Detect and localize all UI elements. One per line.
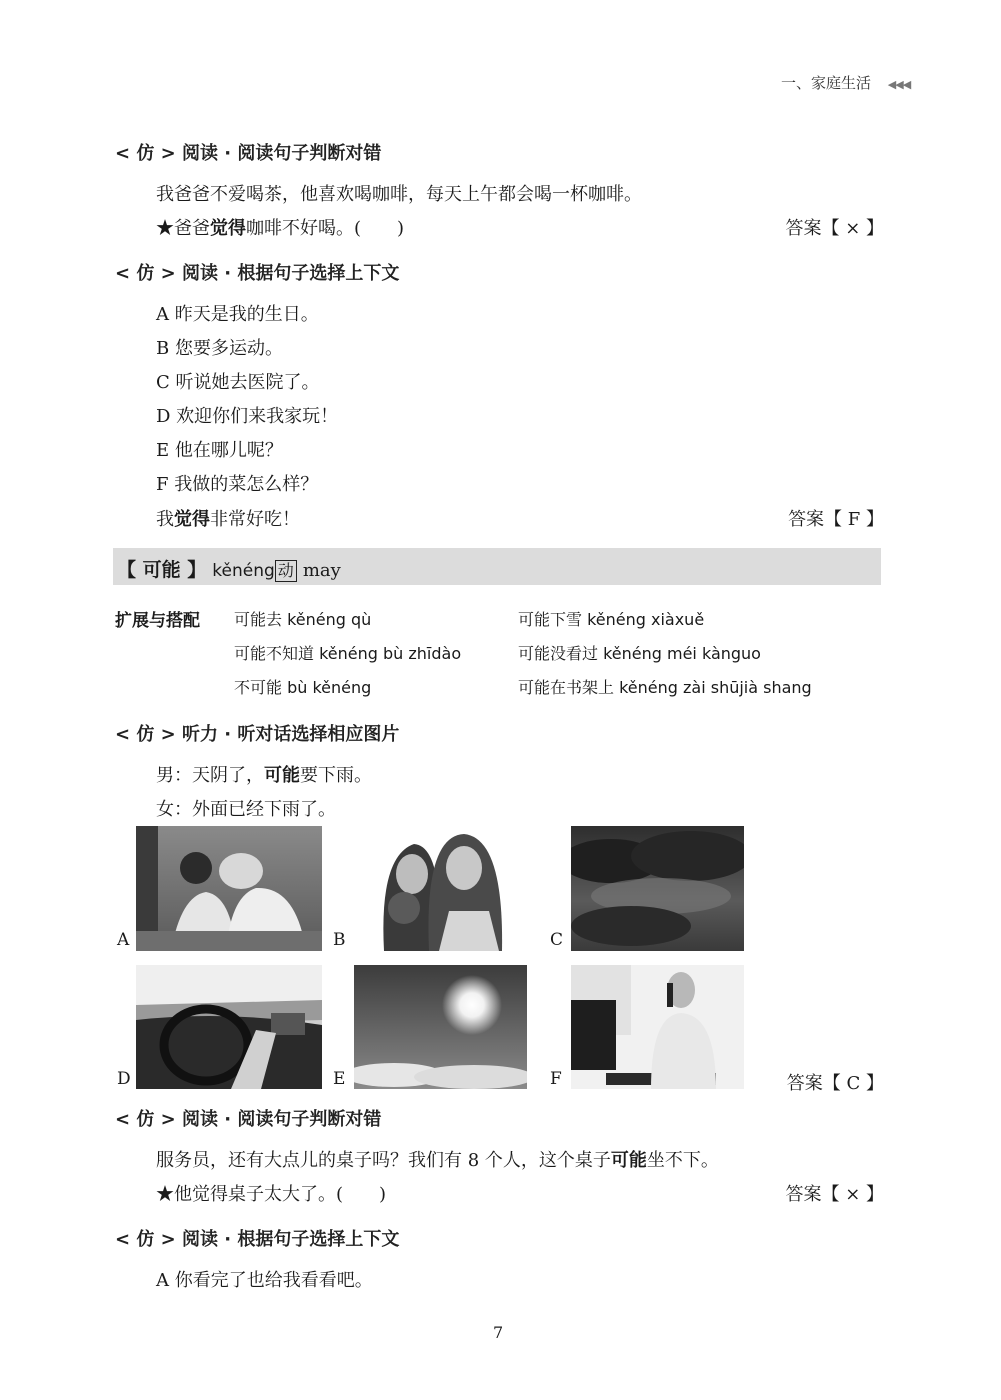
section-header-q2: < 仿 > 阅读 · 根据句子选择上下文 [115, 263, 400, 284]
q1-answer: 答案【 × 】 [785, 218, 884, 239]
q2-option: D 欢迎你们来我家玩！ [156, 406, 339, 427]
vocab-pinyin: kěnéng [212, 561, 275, 581]
q2-sentence-bold: 觉得 [174, 509, 210, 530]
vocab-pos-box: 动 [275, 560, 297, 582]
q2-answer: 答案【 F 】 [788, 509, 884, 530]
extension-item: 可能不知道 kěnéng bù zhīdào [234, 644, 462, 663]
q2-sentence-pre: 我 [156, 509, 174, 530]
vocab-word: 【 可能 】 [117, 559, 207, 581]
q3-line1-bold: 可能 [264, 765, 300, 786]
q2-sentence [156, 505, 300, 531]
q3-line1-post: 要下雨。 [300, 765, 372, 786]
q4-passage-post: 坐不下。 [646, 1150, 719, 1171]
picture-label: C [550, 930, 564, 950]
section-header-q1: < 仿 > 阅读 · 阅读句子判断对错 [115, 143, 382, 164]
q3-dialog-line-2: 女：外面已经下雨了。 [156, 799, 336, 820]
picture-label: E [333, 1069, 346, 1089]
photo-two-women-mirror [354, 826, 527, 951]
photo-woman-on-phone [571, 965, 744, 1089]
q3-answer: 答案【 C 】 [786, 1073, 884, 1094]
page-number: 7 [493, 1323, 504, 1342]
section-header-q5: < 仿 > 阅读 · 根据句子选择上下文 [115, 1229, 400, 1250]
q5-option-a: A 你看完了也给我看看吧。 [156, 1270, 373, 1291]
running-head-text: 一、家庭生活 [781, 74, 872, 92]
extension-item: 可能下雪 kěnéng xiàxuě [518, 610, 705, 629]
q4-passage-bold: 可能 [610, 1150, 647, 1171]
picture-label: D [117, 1069, 131, 1089]
q2-option: F 我做的菜怎么样？ [156, 474, 319, 495]
q2-option: A 昨天是我的生日。 [156, 304, 319, 325]
q2-sentence-post: 非常好吃！ [210, 509, 300, 530]
q3-dialog-line-1 [156, 761, 372, 787]
extension-item: 可能在书架上 kěnéng zài shūjià shang [518, 678, 812, 697]
q4-passage [156, 1146, 719, 1172]
photo-sun-sky [354, 965, 527, 1089]
q1-passage: 我爸爸不爱喝茶，他喜欢喝咖啡，每天上午都会喝一杯咖啡。 [156, 184, 642, 205]
extension-item: 可能没看过 kěnéng méi kànguo [518, 644, 761, 663]
photo-man-with-dog [136, 826, 322, 951]
q2-option: E 他在哪儿呢？ [156, 440, 283, 461]
picture-label: F [550, 1069, 562, 1089]
q3-line1-pre: 男：天阴了， [156, 765, 264, 786]
q2-option: C 听说她去医院了。 [156, 372, 320, 393]
q4-statement: ★他觉得桌子太大了。( ) [156, 1184, 387, 1205]
vocab-english: may [302, 560, 341, 581]
q1-statement-pre: ★爸爸 [156, 218, 210, 239]
extension-heading: 扩展与搭配 [115, 611, 200, 631]
q4-passage-pre: 服务员，还有大点儿的桌子吗？我们有 8 个人，这个桌子 [156, 1150, 611, 1171]
photo-dark-clouds [571, 826, 744, 951]
q2-option: B 您要多运动。 [156, 338, 283, 359]
q4-answer: 答案【 × 】 [785, 1184, 884, 1205]
section-header-q3: < 仿 > 听力 · 听对话选择相应图片 [115, 724, 400, 745]
triple-arrow-icon: ◀◀◀ [887, 78, 911, 91]
extension-item: 不可能 bù kěnéng [234, 678, 372, 697]
picture-label: A [117, 930, 130, 950]
running-head [781, 72, 910, 93]
extension-item: 可能去 kěnéng qù [234, 610, 372, 629]
q1-statement-bold: 觉得 [210, 218, 246, 239]
picture-label: B [333, 930, 346, 950]
q1-statement-post: 咖啡不好喝。( ) [246, 218, 405, 239]
photo-driving-car [136, 965, 322, 1089]
q1-statement [156, 214, 404, 240]
vocab-entry [117, 555, 341, 582]
section-header-q4: < 仿 > 阅读 · 阅读句子判断对错 [115, 1109, 382, 1130]
